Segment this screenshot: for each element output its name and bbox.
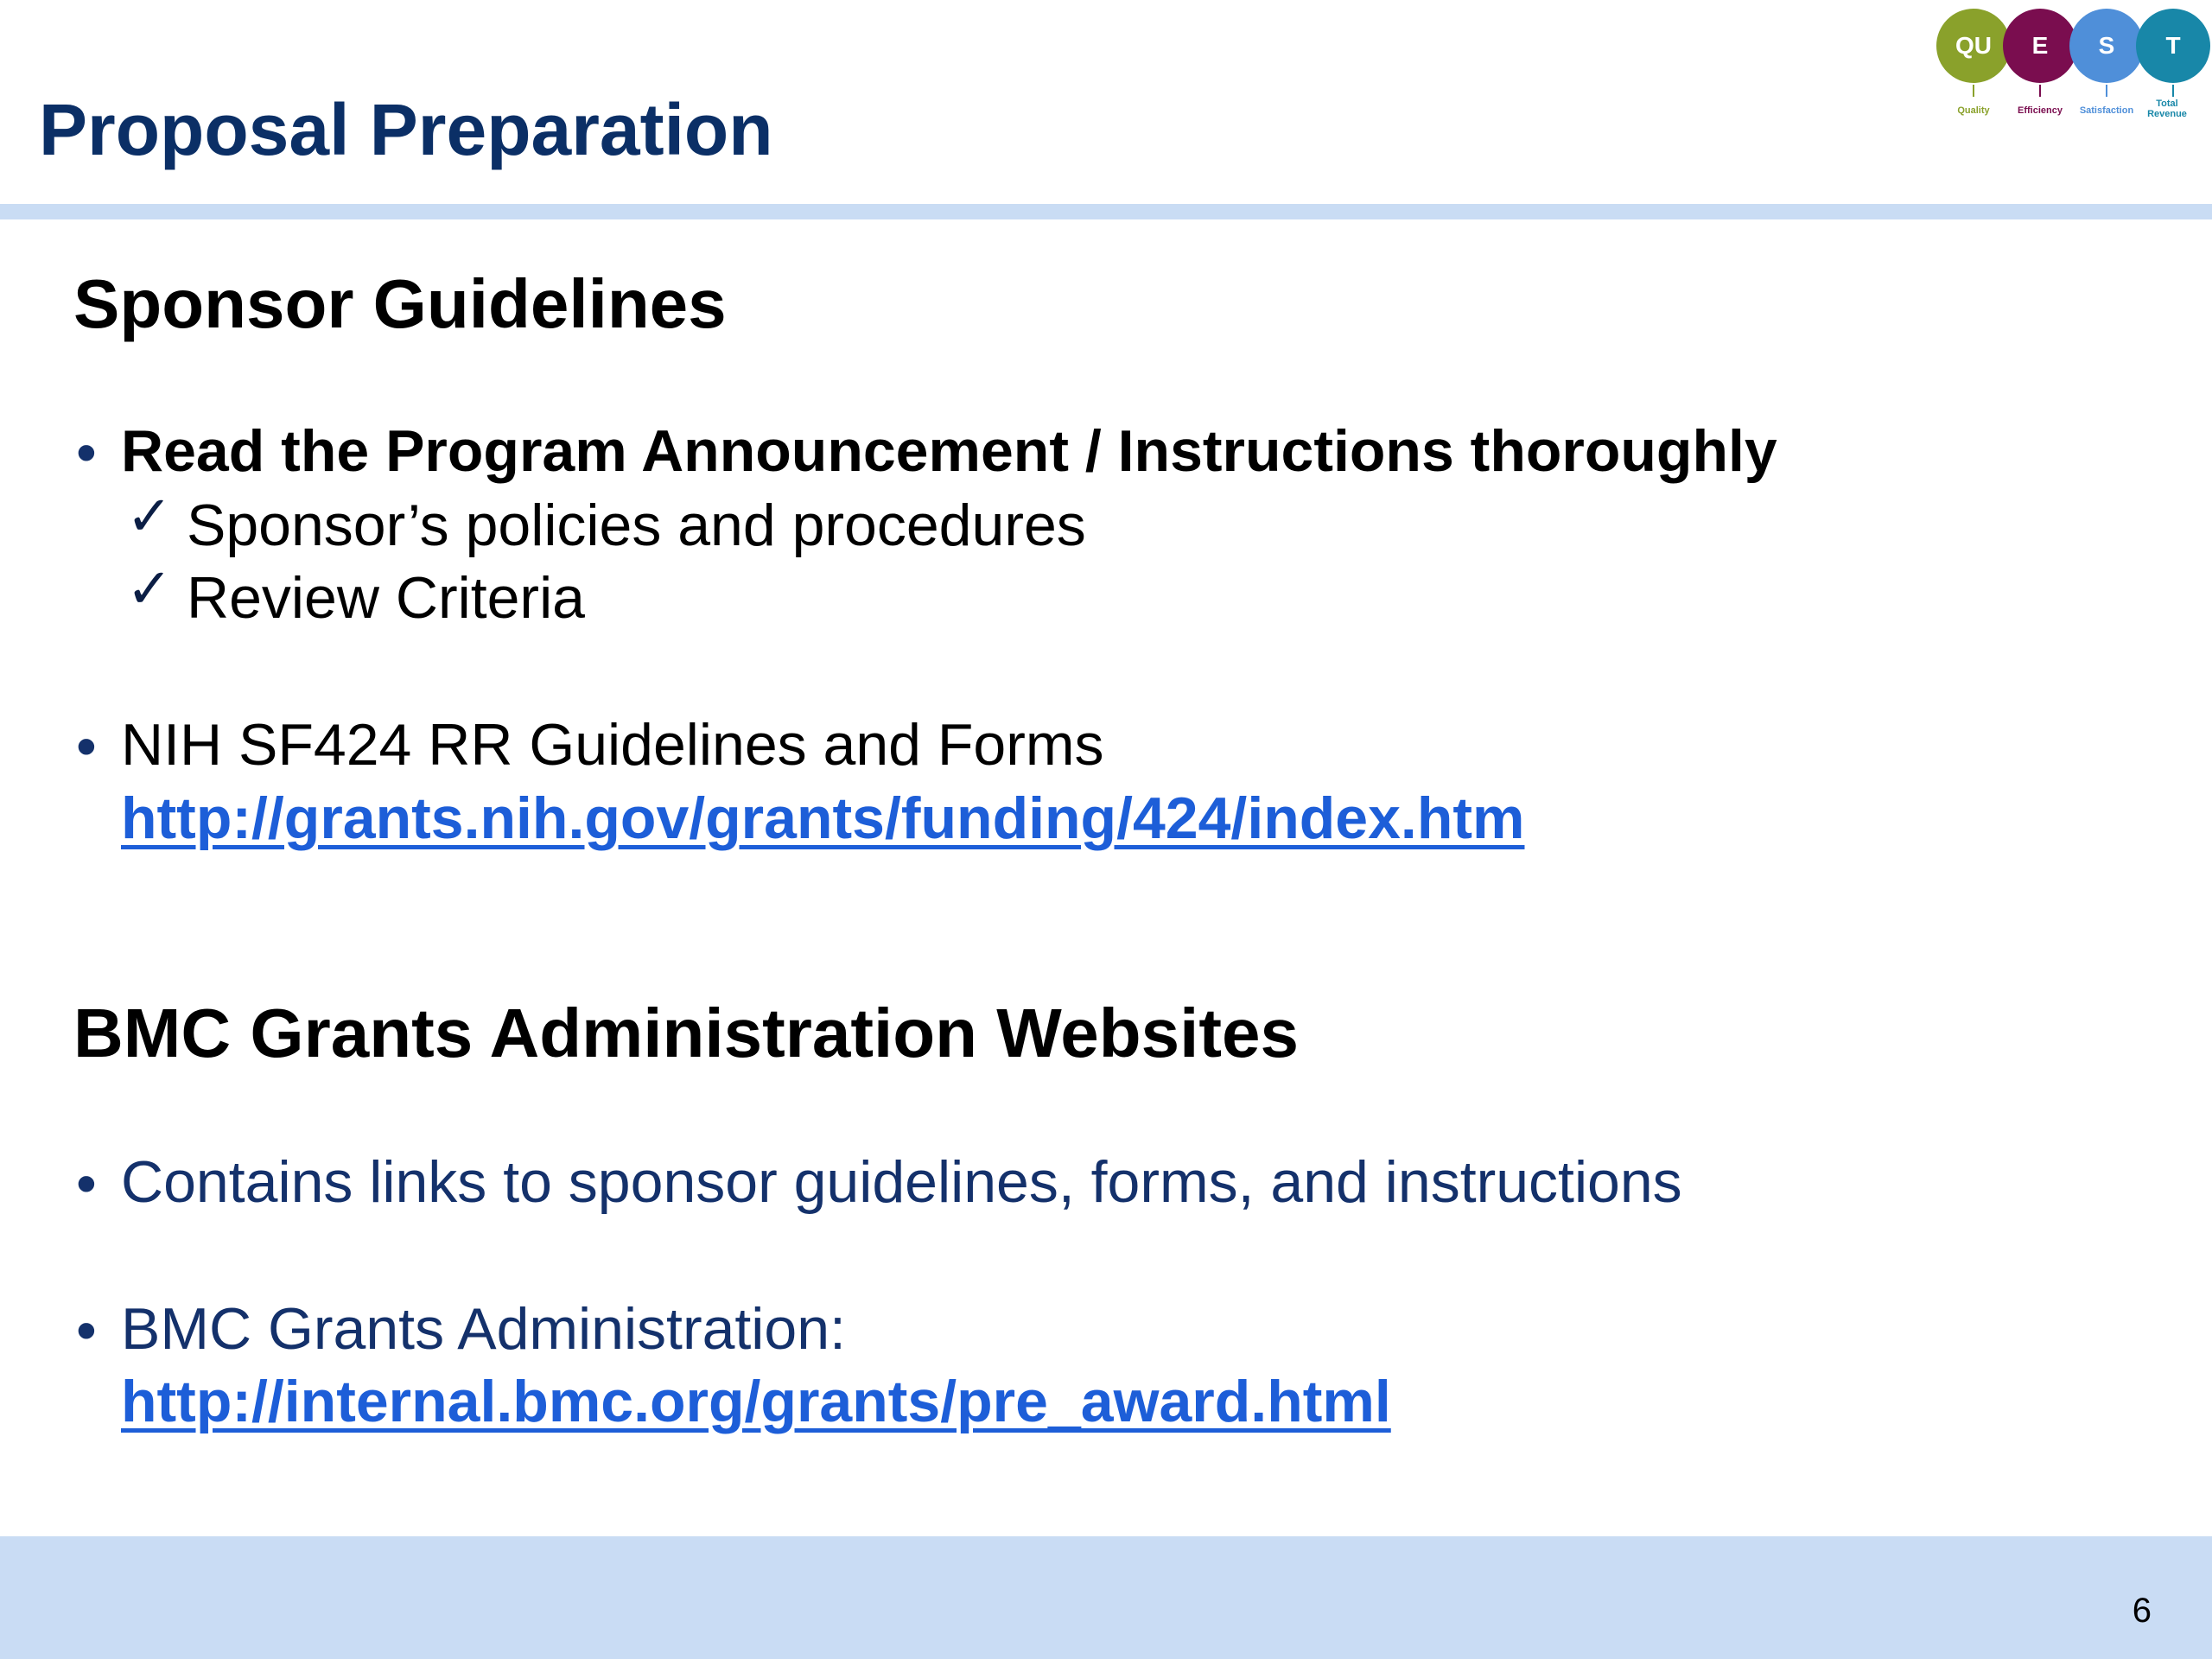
- nih-guidelines-link[interactable]: http://grants.nih.gov/grants/funding/424/index.htm: [121, 785, 1525, 851]
- logo-circle-satisfaction: S: [2069, 9, 2144, 83]
- bullet-bmc-grants-admin: BMC Grants Administration:: [121, 1296, 846, 1362]
- page-number: 6: [2132, 1592, 2152, 1630]
- logo-stem: [2106, 85, 2107, 97]
- subitem-review-criteria: Review Criteria: [187, 565, 585, 631]
- quest-logo: [1923, 5, 2212, 133]
- logo-circle-efficiency: E: [2003, 9, 2077, 83]
- bullet-dot: •: [76, 1151, 97, 1217]
- checkmark-icon: ✓: [126, 485, 173, 549]
- bullet-dot: •: [76, 420, 97, 486]
- logo-stem: [2172, 85, 2174, 97]
- logo-circle-quality: QU: [1936, 9, 2011, 83]
- section-heading-sponsor-guidelines: Sponsor Guidelines: [73, 265, 727, 342]
- subitem-sponsor-policies: Sponsor’s policies and procedures: [187, 493, 1086, 558]
- logo-stem: [2039, 85, 2041, 97]
- logo-caption-quality: Quality: [1957, 105, 1990, 116]
- slide-title: Proposal Preparation: [39, 89, 773, 170]
- bullet-contains-links: Contains links to sponsor guidelines, forms, and instructions: [121, 1149, 1682, 1215]
- checkmark-icon: ✓: [126, 557, 173, 621]
- logo-caption-total-revenue: Total Revenue: [2147, 99, 2187, 119]
- logo-circle-total-revenue: T: [2136, 9, 2210, 83]
- logo-caption-efficiency: Efficiency: [2018, 105, 2063, 116]
- bullet-dot: •: [76, 1298, 97, 1363]
- logo-stem: [1973, 85, 1974, 97]
- logo-caption-satisfaction: Satisfaction: [2079, 105, 2134, 116]
- bmc-pre-award-link[interactable]: http://internal.bmc.org/grants/pre_award.html: [121, 1369, 1391, 1434]
- header-divider: [0, 204, 2212, 219]
- bullet-nih-guidelines: NIH SF424 RR Guidelines and Forms: [121, 712, 1104, 778]
- section-heading-bmc-websites: BMC Grants Administration Websites: [73, 995, 1299, 1071]
- bullet-read-announcement: Read the Program Announcement / Instructions thoroughly: [121, 418, 1777, 484]
- slide-header: [0, 0, 2212, 204]
- bullet-dot: •: [76, 714, 97, 779]
- footer-band: [0, 1536, 2212, 1659]
